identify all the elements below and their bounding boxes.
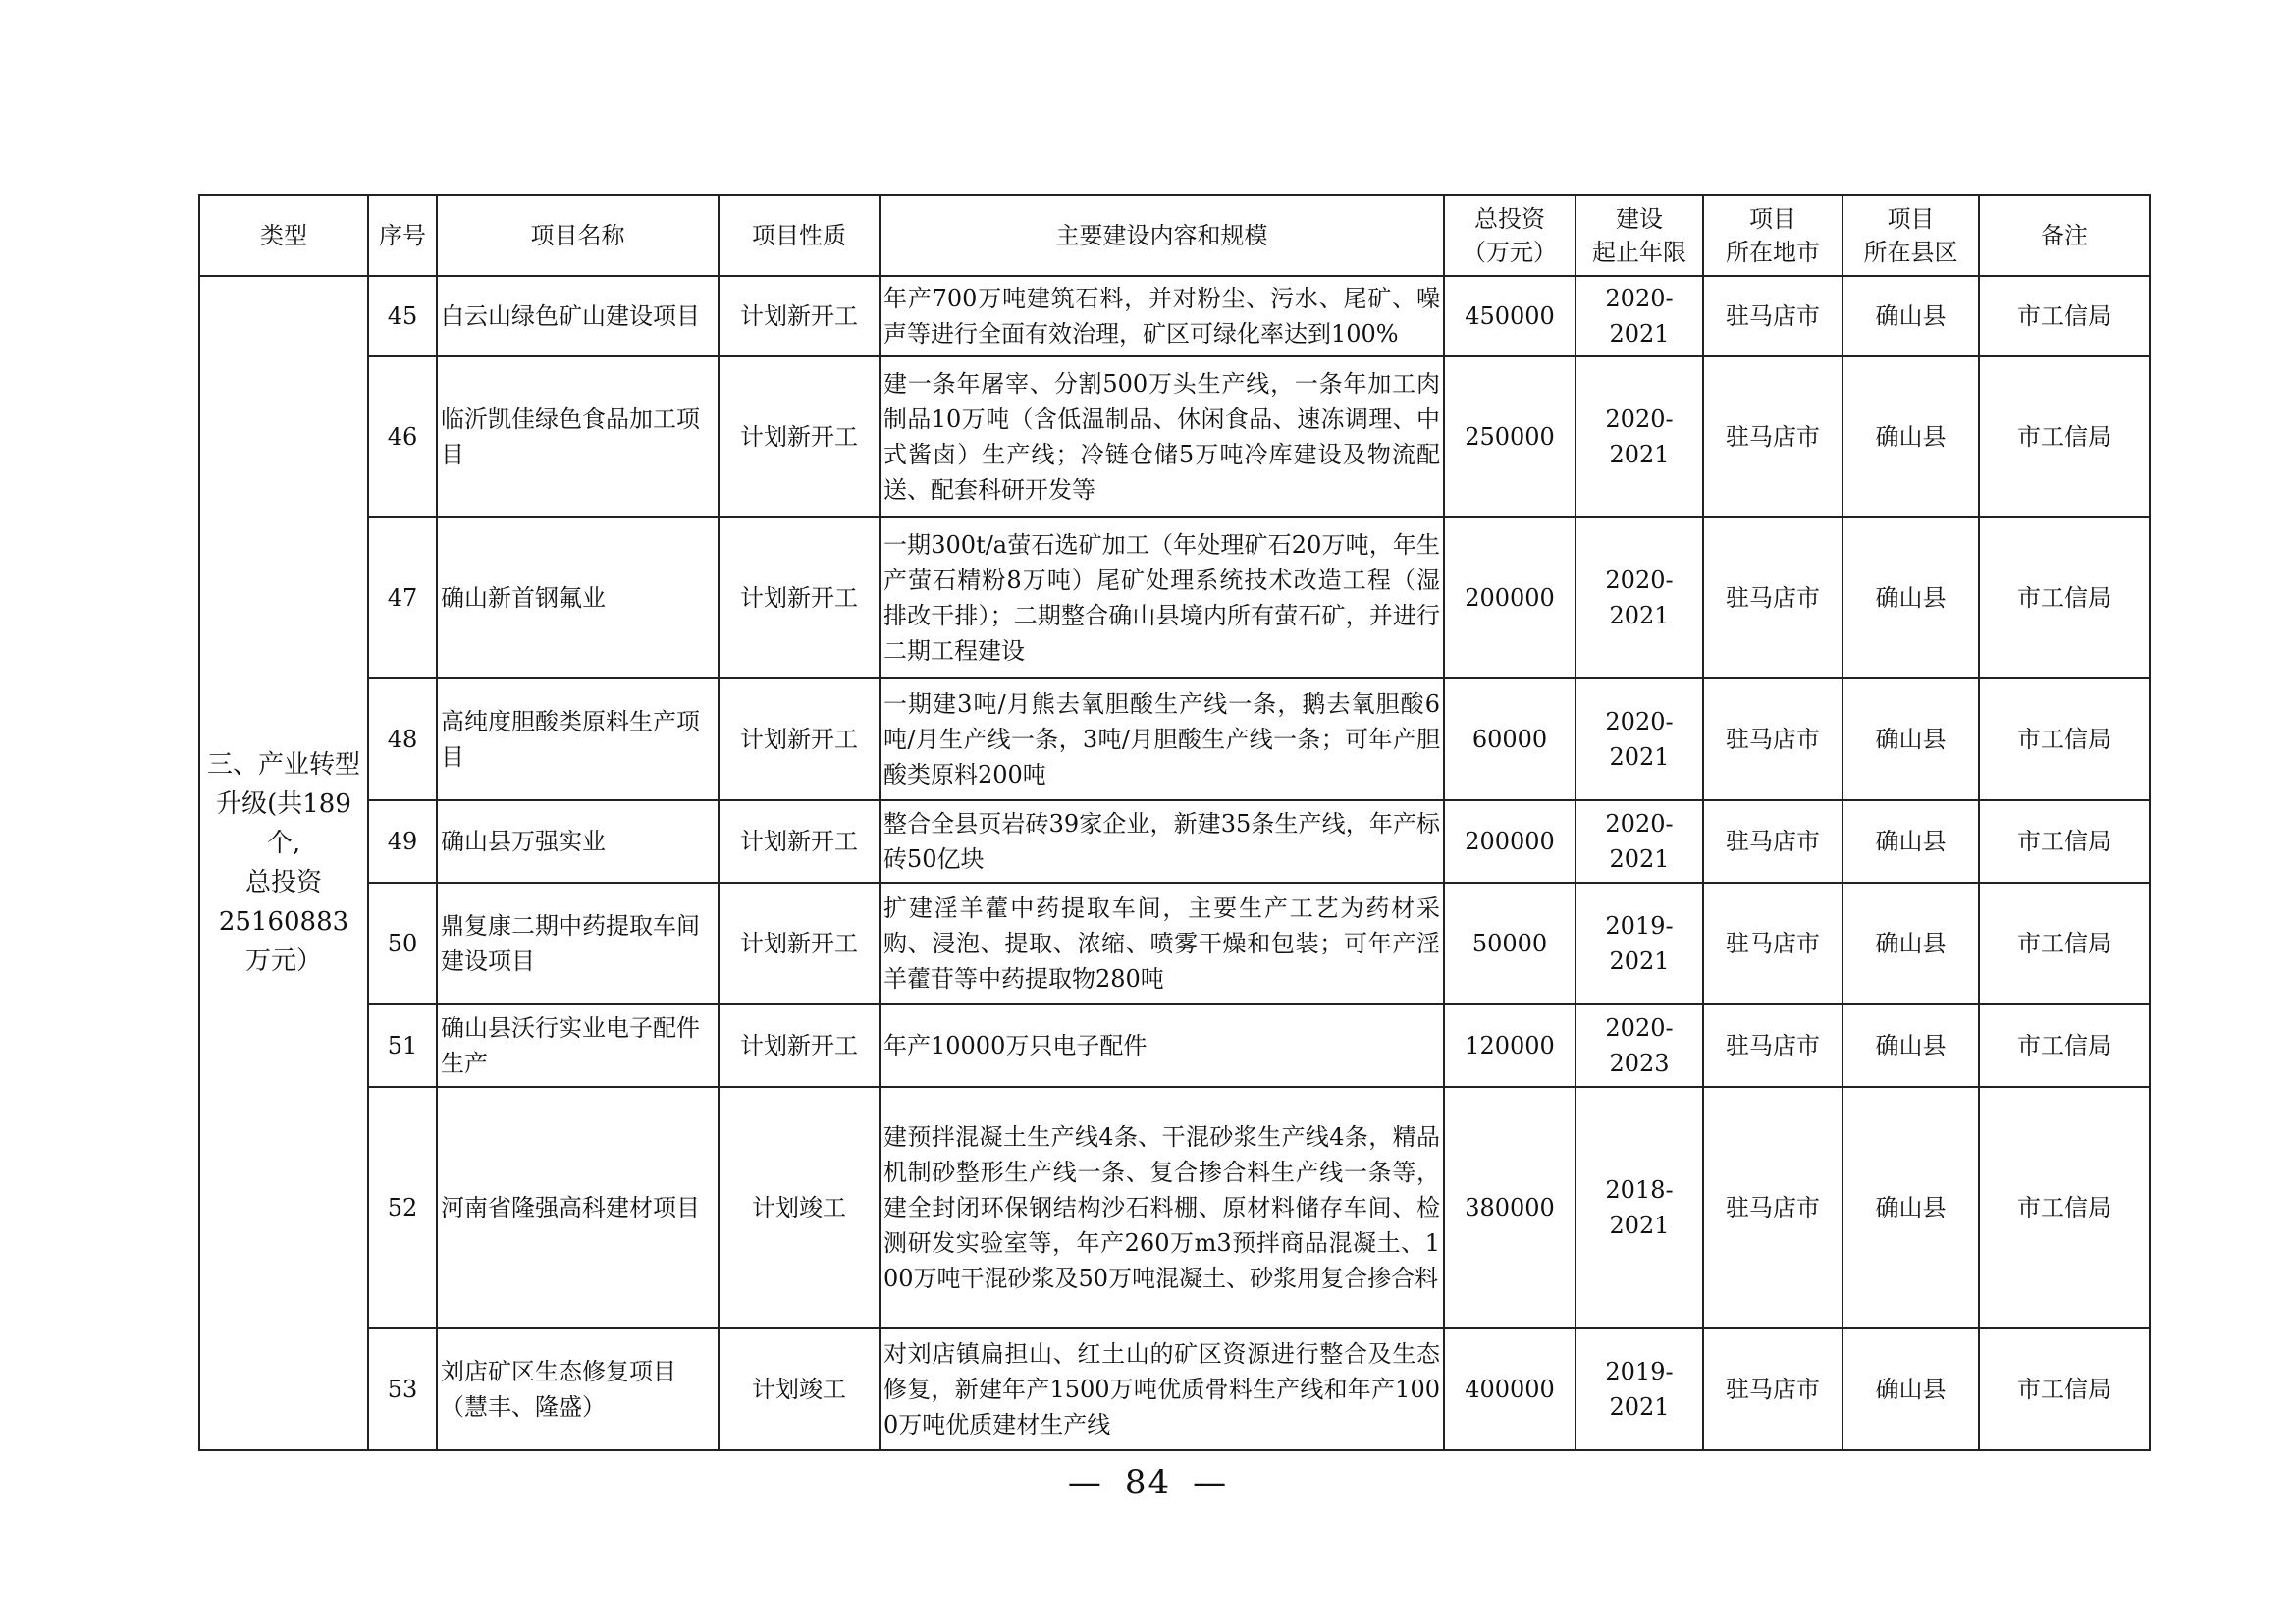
cell-nature: 计划竣工: [719, 1328, 880, 1450]
cell-city: 驻马店市: [1703, 1004, 1842, 1087]
category-line3: 总投资25160883: [218, 868, 349, 937]
cell-seq: 52: [368, 1087, 437, 1328]
table-row: [199, 1087, 2150, 1328]
header-county-line2: 所在县区: [1863, 239, 1958, 266]
cell-investment: 450000: [1444, 276, 1575, 356]
cell-content: 年产10000万只电子配件: [880, 1004, 1444, 1087]
cell-city: 驻马店市: [1703, 678, 1842, 800]
cell-county: 确山县: [1842, 1087, 1979, 1328]
category-cell: [199, 276, 368, 1450]
header-period: [1575, 195, 1703, 276]
table-row: [199, 800, 2150, 883]
cell-period: 2020-2021: [1575, 800, 1703, 883]
cell-county: 确山县: [1842, 356, 1979, 517]
cell-city: 驻马店市: [1703, 883, 1842, 1004]
header-investment-line1: 总投资: [1474, 205, 1545, 233]
header-seq: 序号: [368, 195, 437, 276]
header-investment: [1444, 195, 1575, 276]
cell-remark: 市工信局: [1979, 1328, 2150, 1450]
cell-name: 临沂凯佳绿色食品加工项目: [437, 356, 719, 517]
cell-content: 一期建3吨/月熊去氧胆酸生产线一条，鹅去氧胆酸6吨/月生产线一条，3吨/月胆酸生产线一条；可年产胆酸类原料200吨: [880, 678, 1444, 800]
cell-content: 对刘店镇扁担山、红土山的矿区资源进行整合及生态修复，新建年产1500万吨优质骨料生产线和年产1000万吨优质建材生产线: [880, 1328, 1444, 1450]
cell-seq: 48: [368, 678, 437, 800]
cell-county: 确山县: [1842, 800, 1979, 883]
cell-content: 整合全县页岩砖39家企业，新建35条生产线，年产标砖50亿块: [880, 800, 1444, 883]
cell-investment: 400000: [1444, 1328, 1575, 1450]
cell-county: 确山县: [1842, 517, 1979, 678]
cell-seq: 45: [368, 276, 437, 356]
page-number: 84: [1124, 1463, 1172, 1502]
header-nature: 项目性质: [719, 195, 880, 276]
footer-dash-right: —: [1193, 1463, 1229, 1502]
cell-period: 2020-2023: [1575, 1004, 1703, 1087]
project-table: [198, 194, 2151, 1451]
cell-name: 刘店矿区生态修复项目（慧丰、隆盛）: [437, 1328, 719, 1450]
cell-period: 2019-2021: [1575, 1328, 1703, 1450]
cell-city: 驻马店市: [1703, 800, 1842, 883]
cell-period: 2020-2021: [1575, 678, 1703, 800]
table-row: [199, 517, 2150, 678]
table-row: [199, 678, 2150, 800]
cell-city: 驻马店市: [1703, 276, 1842, 356]
cell-city: 驻马店市: [1703, 517, 1842, 678]
header-city: [1703, 195, 1842, 276]
header-type: 类型: [199, 195, 368, 276]
cell-content: 建一条年屠宰、分割500万头生产线，一条年加工肉制品10万吨（含低温制品、休闲食品、速冻调理、中式酱卤）生产线；冷链仓储5万吨冷库建设及物流配送、配套科研开发等: [880, 356, 1444, 517]
page-footer: [0, 1463, 2296, 1502]
cell-seq: 51: [368, 1004, 437, 1087]
cell-nature: 计划新开工: [719, 800, 880, 883]
cell-city: 驻马店市: [1703, 1328, 1842, 1450]
cell-county: 确山县: [1842, 276, 1979, 356]
header-content: 主要建设内容和规模: [880, 195, 1444, 276]
cell-seq: 50: [368, 883, 437, 1004]
cell-period: 2020-2021: [1575, 276, 1703, 356]
cell-city: 驻马店市: [1703, 356, 1842, 517]
header-period-line2: 起止年限: [1592, 239, 1686, 266]
table-row: [199, 883, 2150, 1004]
cell-nature: 计划新开工: [719, 517, 880, 678]
table-row: [199, 1328, 2150, 1450]
cell-remark: 市工信局: [1979, 800, 2150, 883]
footer-dash-left: —: [1067, 1463, 1103, 1502]
cell-content: 建预拌混凝土生产线4条、干混砂浆生产线4条，精品机制砂整形生产线一条、复合掺合料生产线一条等，建全封闭环保钢结构沙石料棚、原材料储存车间、检测研发实验室等，年产260万m3预拌商品混凝土、100万吨干混砂浆及50万吨混凝土、砂浆用复合掺合料: [880, 1087, 1444, 1328]
cell-investment: 200000: [1444, 517, 1575, 678]
header-city-line2: 所在地市: [1726, 239, 1820, 266]
category-line2: 升级(共189个,: [216, 789, 351, 858]
cell-county: 确山县: [1842, 883, 1979, 1004]
cell-city: 驻马店市: [1703, 1087, 1842, 1328]
cell-remark: 市工信局: [1979, 678, 2150, 800]
header-remark: 备注: [1979, 195, 2150, 276]
cell-investment: 200000: [1444, 800, 1575, 883]
cell-period: 2018-2021: [1575, 1087, 1703, 1328]
header-city-line1: 项目: [1749, 205, 1796, 233]
cell-name: 白云山绿色矿山建设项目: [437, 276, 719, 356]
table-header-row: [199, 195, 2150, 276]
cell-period: 2019-2021: [1575, 883, 1703, 1004]
cell-nature: 计划新开工: [719, 883, 880, 1004]
cell-name: 鼎复康二期中药提取车间建设项目: [437, 883, 719, 1004]
header-period-line1: 建设: [1616, 205, 1663, 233]
cell-content: 年产700万吨建筑石料，并对粉尘、污水、尾矿、噪声等进行全面有效治理，矿区可绿化率达到100%: [880, 276, 1444, 356]
cell-content: 一期300t/a萤石选矿加工（年处理矿石20万吨，年生产萤石精粉8万吨）尾矿处理系统技术改造工程（湿排改干排）；二期整合确山县境内所有萤石矿，并进行二期工程建设: [880, 517, 1444, 678]
cell-remark: 市工信局: [1979, 1004, 2150, 1087]
cell-remark: 市工信局: [1979, 1087, 2150, 1328]
cell-nature: 计划新开工: [719, 356, 880, 517]
header-name: 项目名称: [437, 195, 719, 276]
cell-remark: 市工信局: [1979, 517, 2150, 678]
cell-investment: 120000: [1444, 1004, 1575, 1087]
cell-investment: 50000: [1444, 883, 1575, 1004]
table-row: [199, 1004, 2150, 1087]
cell-investment: 380000: [1444, 1087, 1575, 1328]
cell-county: 确山县: [1842, 1004, 1979, 1087]
cell-seq: 49: [368, 800, 437, 883]
cell-remark: 市工信局: [1979, 883, 2150, 1004]
cell-seq: 46: [368, 356, 437, 517]
cell-name: 河南省隆强高科建材项目: [437, 1087, 719, 1328]
table-row: [199, 356, 2150, 517]
cell-content: 扩建淫羊藿中药提取车间，主要生产工艺为药材采购、浸泡、提取、浓缩、喷雾干燥和包装；可年产淫羊藿苷等中药提取物280吨: [880, 883, 1444, 1004]
cell-name: 确山县万强实业: [437, 800, 719, 883]
cell-nature: 计划新开工: [719, 678, 880, 800]
category-line4: 万元）: [244, 947, 322, 976]
cell-seq: 47: [368, 517, 437, 678]
cell-seq: 53: [368, 1328, 437, 1450]
cell-county: 确山县: [1842, 1328, 1979, 1450]
cell-remark: 市工信局: [1979, 356, 2150, 517]
cell-nature: 计划新开工: [719, 1004, 880, 1087]
cell-remark: 市工信局: [1979, 276, 2150, 356]
header-investment-line2: （万元）: [1463, 239, 1557, 266]
table-row: [199, 276, 2150, 356]
cell-county: 确山县: [1842, 678, 1979, 800]
cell-name: 确山县沃行实业电子配件生产: [437, 1004, 719, 1087]
cell-name: 确山新首钢氟业: [437, 517, 719, 678]
cell-investment: 60000: [1444, 678, 1575, 800]
cell-investment: 250000: [1444, 356, 1575, 517]
cell-nature: 计划新开工: [719, 276, 880, 356]
header-county: [1842, 195, 1979, 276]
cell-nature: 计划竣工: [719, 1087, 880, 1328]
cell-period: 2020-2021: [1575, 356, 1703, 517]
cell-name: 高纯度胆酸类原料生产项目: [437, 678, 719, 800]
cell-period: 2020-2021: [1575, 517, 1703, 678]
category-line1: 三、产业转型: [206, 750, 360, 780]
header-county-line1: 项目: [1887, 205, 1935, 233]
